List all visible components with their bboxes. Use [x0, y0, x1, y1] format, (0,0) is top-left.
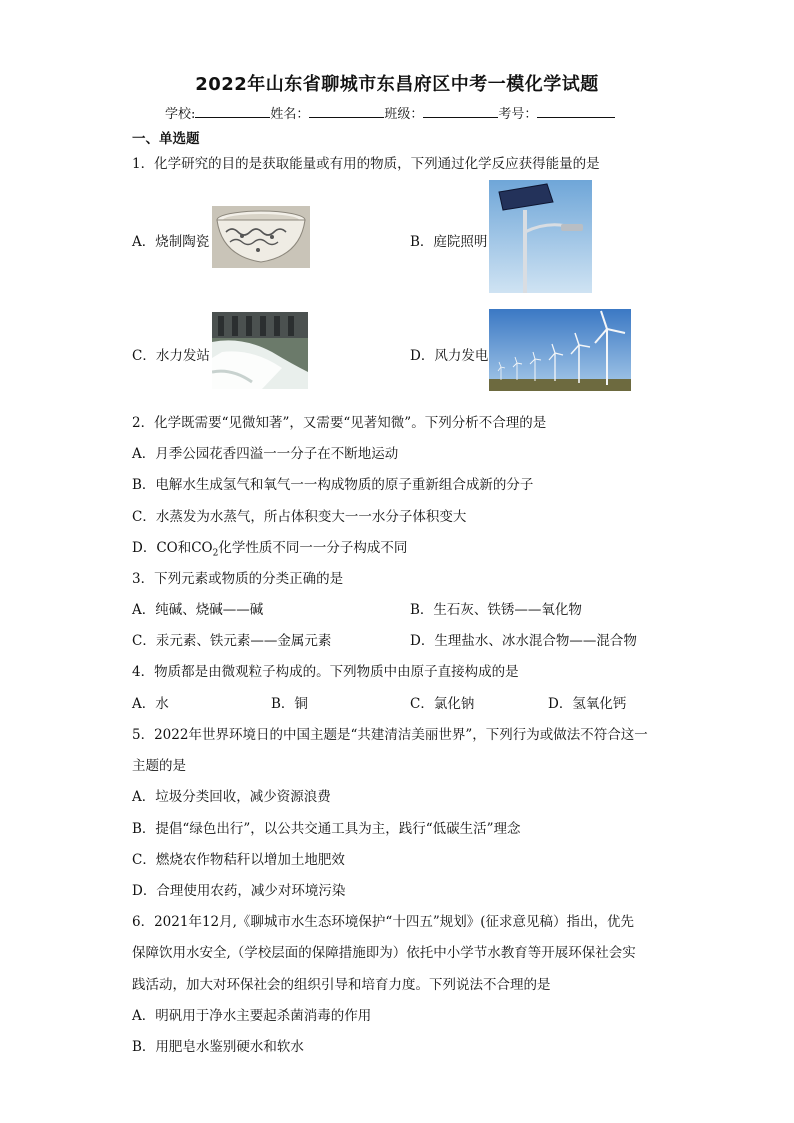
q3-option-d: D．生理盐水、冰水混合物——混合物 [410, 633, 637, 649]
q5-option-d: D．合理使用农药，减少对环境污染 [132, 883, 346, 899]
class-blank [423, 105, 498, 118]
name-label: 姓名： [270, 107, 310, 122]
school-label: 学校: [165, 107, 196, 122]
wind-farm-image [489, 309, 631, 391]
q3-option-a: A．纯碱、烧碱——碱 [132, 602, 264, 618]
q3-option-c: C．汞元素、铁元素——金属元素 [132, 633, 332, 649]
student-info-line [165, 103, 615, 122]
q2-option-c: C．水蒸发为水蒸气，所占体积变大一一水分子体积变大 [132, 509, 467, 525]
q1-option-b: B．庭院照明 [410, 234, 488, 250]
school-blank [195, 105, 270, 118]
q2-option-d-rest: 化学性质不同一一分子构成不同 [218, 540, 408, 556]
section-heading: 一、单选题 [132, 131, 200, 147]
q2-option-a: A．月季公园花香四溢一一分子在不断地运动 [132, 446, 399, 462]
q6-stem-line2: 保障饮用水安全,（学校层面的保障措施即为）依托中小学节水教育等开展环保社会实 [132, 945, 636, 961]
q4-stem: 4．物质都是由微观粒子构成的。下列物质中由原子直接构成的是 [132, 664, 519, 680]
q4-option-b: B．铜 [271, 696, 308, 712]
class-label: 班级： [384, 107, 424, 122]
q1-stem: 1．化学研究的目的是获取能量或有用的物质，下列通过化学反应获得能量的是 [132, 156, 600, 172]
q5-option-a: A．垃圾分类回收，减少资源浪费 [132, 789, 331, 805]
q4-option-d: D．氢氧化钙 [548, 696, 627, 712]
name-blank [309, 105, 384, 118]
q1-option-d: D．风力发电 [410, 348, 489, 364]
page-title: 2022年山东省聊城市东昌府区中考一模化学试题 [195, 74, 599, 95]
q3-option-b: B．生石灰、铁锈——氧化物 [410, 602, 582, 618]
q2-option-d [132, 536, 407, 559]
q4-option-a: A．水 [132, 696, 169, 712]
q2-option-d-subscript: 2 [212, 548, 219, 559]
q5-stem-line1: 5．2022年世界环境日的中国主题是“共建清洁美丽世界”，下列行为或做法不符合这一 [132, 727, 648, 743]
exam-no-label: 考号： [498, 107, 538, 122]
solar-street-lamp-image [489, 180, 592, 293]
q1-option-a: A．烧制陶瓷 [132, 234, 210, 250]
q5-option-b: B．提倡“绿色出行”，以公共交通工具为主，践行“低碳生活”理念 [132, 821, 521, 837]
exam-no-blank [537, 105, 615, 118]
q3-stem: 3．下列元素或物质的分类正确的是 [132, 571, 344, 587]
q1-option-c: C．水力发站 [132, 348, 210, 364]
ceramic-bowl-image [212, 206, 310, 268]
q2-option-d-text: D．CO和CO [132, 540, 213, 556]
q5-stem-line2: 主题的是 [132, 758, 186, 774]
q4-option-c: C．氯化钠 [410, 696, 475, 712]
q2-option-b: B．电解水生成氢气和氧气一一构成物质的原子重新组合成新的分子 [132, 477, 534, 493]
q6-stem-line3: 践活动，加大对环保社会的组织引导和培育力度。下列说法不合理的是 [132, 977, 551, 993]
q5-option-c: C．燃烧农作物秸秆以增加土地肥效 [132, 852, 345, 868]
q2-stem: 2．化学既需要“见微知著”，又需要“见著知微”。下列分析不合理的是 [132, 415, 547, 431]
q6-option-b: B．用肥皂水鉴别硬水和软水 [132, 1039, 304, 1055]
hydropower-station-image [212, 312, 308, 389]
q6-stem-line1: 6．2021年12月,《聊城市水生态环境保护“十四五”规划》(征求意见稿）指出，优先 [132, 914, 634, 930]
q6-option-a: A．明矾用于净水主要起杀菌消毒的作用 [132, 1008, 372, 1024]
